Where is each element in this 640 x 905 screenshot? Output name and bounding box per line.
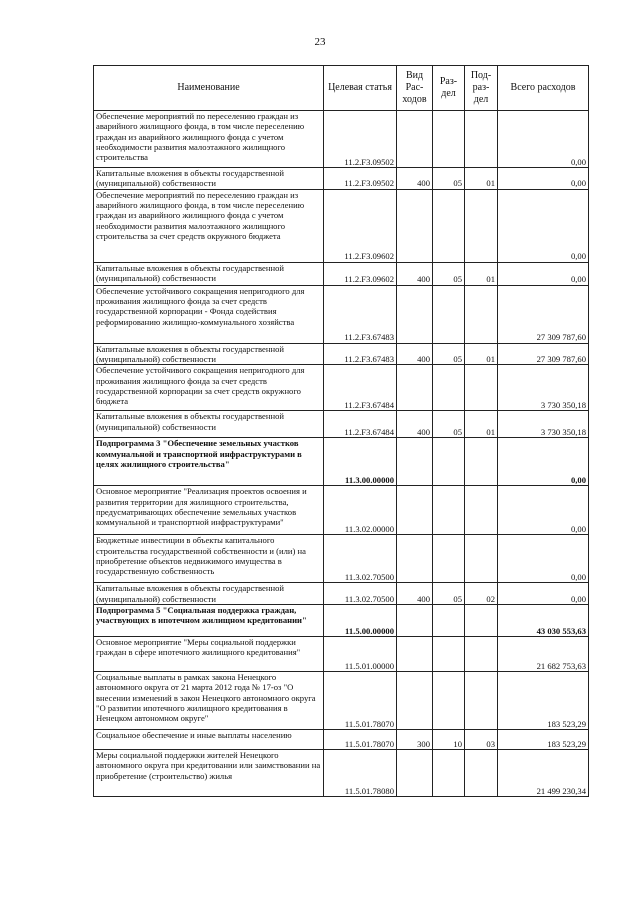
row-kind-cell: 400 <box>397 583 433 605</box>
row-section-cell: 05 <box>433 168 465 190</box>
row-target-cell: 11.2.F3.09502 <box>324 111 397 168</box>
row-target-cell: 11.2.F3.09602 <box>324 262 397 285</box>
header-kind: Вид Рас-ходов <box>397 66 433 111</box>
row-kind-cell <box>397 285 433 343</box>
row-kind-cell <box>397 535 433 583</box>
table-row <box>94 486 589 535</box>
row-target-cell: 11.2.F3.67483 <box>324 285 397 343</box>
row-target-cell: 11.3.02.70500 <box>324 535 397 583</box>
row-subsection-cell: 01 <box>465 411 498 438</box>
row-target-cell: 11.2.F3.67484 <box>324 365 397 411</box>
row-subsection-cell <box>465 285 498 343</box>
row-kind-cell: 400 <box>397 262 433 285</box>
row-total-cell: 0,00 <box>498 189 589 262</box>
table-row <box>94 749 589 796</box>
row-name-cell: Капитальные вложения в объекты государственной (муниципальной) собственности <box>94 411 324 438</box>
row-name-cell: Социальное обеспечение и иные выплаты населению <box>94 729 324 749</box>
table-row <box>94 262 589 285</box>
row-section-cell: 05 <box>433 583 465 605</box>
table-row <box>94 671 589 729</box>
row-target-cell: 11.5.00.00000 <box>324 604 397 636</box>
row-subsection-cell <box>465 189 498 262</box>
row-name-cell: Капитальные вложения в объекты государственной (муниципальной) собственности <box>94 583 324 605</box>
row-section-cell <box>433 285 465 343</box>
row-name-cell: Капитальные вложения в объекты государственной (муниципальной) собственности <box>94 343 324 365</box>
header-target: Целевая статья <box>324 66 397 111</box>
row-total-cell: 0,00 <box>498 262 589 285</box>
row-section-cell <box>433 438 465 486</box>
row-total-cell: 21 499 230,34 <box>498 749 589 796</box>
row-kind-cell <box>397 111 433 168</box>
header-name: Наименование <box>94 66 324 111</box>
row-target-cell: 11.3.00.00000 <box>324 438 397 486</box>
row-name-cell: Основное мероприятие "Меры социальной поддержки граждан в сфере ипотечного жилищного кредитования" <box>94 636 324 671</box>
row-section-cell: 05 <box>433 411 465 438</box>
page-number: 23 <box>314 36 326 48</box>
row-target-cell: 11.3.02.70500 <box>324 583 397 605</box>
row-total-cell: 0,00 <box>498 438 589 486</box>
row-subsection-cell <box>465 438 498 486</box>
table-row <box>94 189 589 262</box>
row-section-cell <box>433 111 465 168</box>
row-total-cell: 3 730 350,18 <box>498 365 589 411</box>
row-total-cell: 43 030 553,63 <box>498 604 589 636</box>
row-target-cell: 11.2.F3.09502 <box>324 168 397 190</box>
row-name-cell: Обеспечение устойчивого сокращения непригодного для проживания жилищного фонда за счет средств государственной корпорации за счет средств окружного бюджета <box>94 365 324 411</box>
row-kind-cell: 400 <box>397 168 433 190</box>
row-name-cell: Основное мероприятие "Реализация проектов освоения и развития территории для жилищного строительства, предусматривающих обеспечение земельных участков коммунальной и транспортной инфраструктурами" <box>94 486 324 535</box>
row-total-cell: 0,00 <box>498 486 589 535</box>
row-target-cell: 11.5.01.00000 <box>324 636 397 671</box>
row-name-cell: Бюджетные инвестиции в объекты капитального строительства государственной собственности и (или) на приобретение объектов недвижимого имущества в государственную собственность <box>94 535 324 583</box>
row-subsection-cell: 01 <box>465 262 498 285</box>
row-section-cell <box>433 671 465 729</box>
row-target-cell: 11.2.F3.09602 <box>324 189 397 262</box>
row-target-cell: 11.3.02.00000 <box>324 486 397 535</box>
table-row <box>94 535 589 583</box>
table-row <box>94 636 589 671</box>
table-row <box>94 365 589 411</box>
row-subsection-cell <box>465 671 498 729</box>
row-total-cell: 21 682 753,63 <box>498 636 589 671</box>
row-kind-cell <box>397 636 433 671</box>
row-name-cell: Обеспечение мероприятий по переселению граждан из аварийного жилищного фонда, в том числе переселению граждан из аварийного жилищного фонда с учетом необходимости развития малоэтажного жилищного строительства <box>94 111 324 168</box>
row-target-cell: 11.5.01.78080 <box>324 749 397 796</box>
row-total-cell: 27 309 787,60 <box>498 343 589 365</box>
row-subsection-cell: 03 <box>465 729 498 749</box>
row-kind-cell <box>397 189 433 262</box>
row-section-cell: 05 <box>433 262 465 285</box>
row-section-cell <box>433 535 465 583</box>
row-total-cell: 27 309 787,60 <box>498 285 589 343</box>
table-row <box>94 729 589 749</box>
row-section-cell <box>433 365 465 411</box>
row-section-cell: 10 <box>433 729 465 749</box>
table-row <box>94 438 589 486</box>
row-target-cell: 11.5.01.78070 <box>324 671 397 729</box>
table-row <box>94 583 589 605</box>
table-row <box>94 285 589 343</box>
table-row <box>94 604 589 636</box>
table-row <box>94 111 589 168</box>
row-kind-cell: 400 <box>397 343 433 365</box>
row-section-cell <box>433 604 465 636</box>
row-total-cell: 183 523,29 <box>498 671 589 729</box>
row-subsection-cell <box>465 535 498 583</box>
row-kind-cell: 400 <box>397 411 433 438</box>
row-subsection-cell: 02 <box>465 583 498 605</box>
row-section-cell: 05 <box>433 343 465 365</box>
row-kind-cell <box>397 671 433 729</box>
row-total-cell: 183 523,29 <box>498 729 589 749</box>
row-section-cell <box>433 636 465 671</box>
row-name-cell: Социальные выплаты в рамках закона Ненецкого автономного округа от 21 марта 2012 года № 17-оз "О внесении изменений в закон Ненецкого автономного округа "О развитии ипотечного жилищного кредитования в Ненецком автономном округе" <box>94 671 324 729</box>
row-subsection-cell: 01 <box>465 168 498 190</box>
row-name-cell: Капитальные вложения в объекты государственной (муниципальной) собственности <box>94 262 324 285</box>
row-kind-cell: 300 <box>397 729 433 749</box>
header-total: Всего расходов <box>498 66 589 111</box>
row-name-cell: Обеспечение мероприятий по переселению граждан из аварийного жилищного фонда, в том числе переселению граждан из аварийного жилищного фонда с учетом необходимости развития малоэтажного жилищного строительства за счет средств окружного бюджета <box>94 189 324 262</box>
row-subsection-cell <box>465 636 498 671</box>
row-total-cell: 0,00 <box>498 535 589 583</box>
header-subsection: Под-раз-дел <box>465 66 498 111</box>
row-name-cell: Меры социальной поддержки жителей Ненецкого автономного округа при кредитовании или заимствовании на приобретение (строительство) жилья <box>94 749 324 796</box>
row-subsection-cell <box>465 486 498 535</box>
table-row <box>94 168 589 190</box>
row-total-cell: 0,00 <box>498 168 589 190</box>
row-total-cell: 3 730 350,18 <box>498 411 589 438</box>
row-target-cell: 11.5.01.78070 <box>324 729 397 749</box>
budget-table <box>93 65 589 797</box>
row-kind-cell <box>397 438 433 486</box>
row-subsection-cell <box>465 111 498 168</box>
row-name-cell: Обеспечение устойчивого сокращения непригодного для проживания жилищного фонда за счет средств государственной корпорации - Фонда содействия реформированию жилищно-коммунального хозяйства <box>94 285 324 343</box>
table-row <box>94 411 589 438</box>
header-section: Раз-дел <box>433 66 465 111</box>
row-kind-cell <box>397 749 433 796</box>
row-kind-cell <box>397 486 433 535</box>
table-row <box>94 343 589 365</box>
row-section-cell <box>433 189 465 262</box>
row-target-cell: 11.2.F3.67483 <box>324 343 397 365</box>
row-name-cell: Капитальные вложения в объекты государственной (муниципальной) собственности <box>94 168 324 190</box>
row-kind-cell <box>397 365 433 411</box>
row-subsection-cell: 01 <box>465 343 498 365</box>
row-name-cell: Подпрограмма 3 "Обеспечение земельных участков коммунальной и транспортной инфраструктурами в целях жилищного строительства" <box>94 438 324 486</box>
row-subsection-cell <box>465 365 498 411</box>
row-target-cell: 11.2.F3.67484 <box>324 411 397 438</box>
row-section-cell <box>433 486 465 535</box>
row-name-cell: Подпрограмма 5 "Социальная поддержка граждан, участвующих в ипотечном жилищном кредитовании" <box>94 604 324 636</box>
row-section-cell <box>433 749 465 796</box>
table-header-row <box>94 66 589 111</box>
row-subsection-cell <box>465 749 498 796</box>
table-body <box>94 111 589 797</box>
row-kind-cell <box>397 604 433 636</box>
row-subsection-cell <box>465 604 498 636</box>
row-total-cell: 0,00 <box>498 111 589 168</box>
row-total-cell: 0,00 <box>498 583 589 605</box>
